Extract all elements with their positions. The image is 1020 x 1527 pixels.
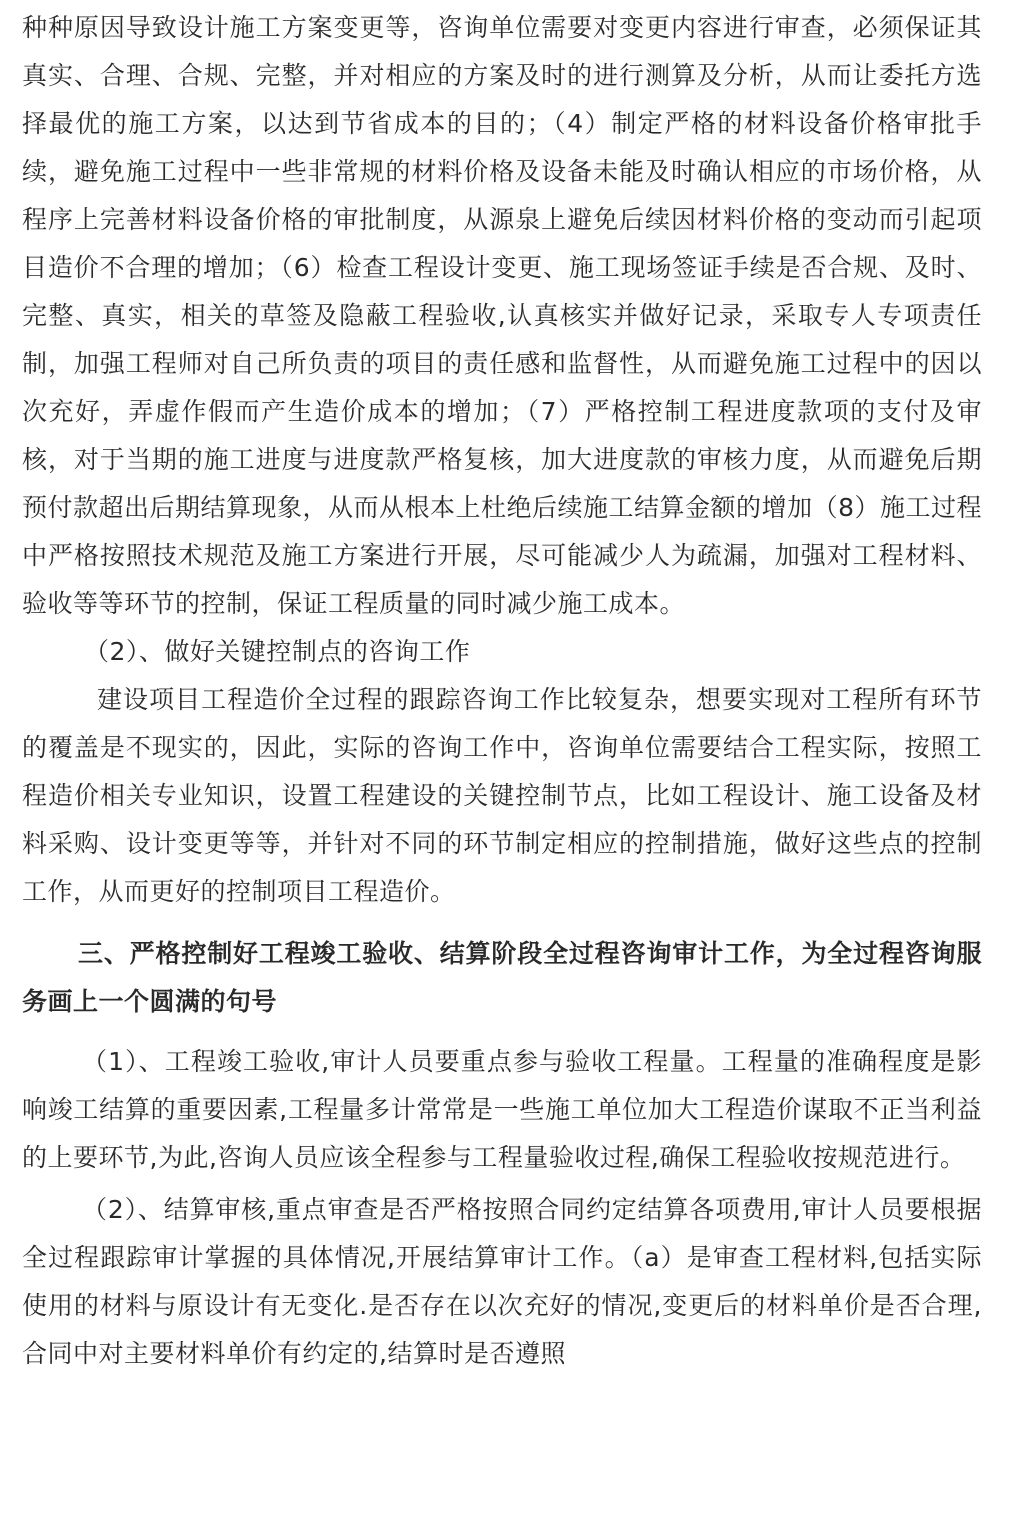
paragraph-completion-acceptance: （1）、工程竣工验收,审计人员要重点参与验收工程量。工程量的准确程度是影响竣工结算的重要因素,工程量多计常常是一些施工单位加大工程造价谋取不正当利益的上要环节,为此,咨询人员应该全程参与工程量验收过程,确保工程验收按规范进行。 (22, 1047, 982, 1172)
document-page (22, 0, 982, 1378)
section-heading-completion-acceptance: 三、严格控制好工程竣工验收、结算阶段全过程咨询审计工作，为全过程咨询服务画上一个圆满的句号 (22, 939, 982, 1016)
paragraph-key-control-points-body: 建设项目工程造价全过程的跟踪咨询工作比较复杂，想要实现对工程所有环节的覆盖是不现实的，因此，实际的咨询工作中，咨询单位需要结合工程实际，按照工程造价相关专业知识，设置工程建设的关键控制节点，比如工程设计、施工设备及材料采购、设计变更等等，并针对不同的环节制定相应的控制措施，做好这些点的控制工作，从而更好的控制项目工程造价。 (22, 685, 982, 906)
paragraph-settlement-review: （2）、结算审核,重点审查是否严格按照合同约定结算各项费用,审计人员要根据全过程跟踪审计掌握的具体情况,开展结算审计工作。（a）是审查工程材料,包括实际使用的材料与原设计有无变化.是否存在以次充好的情况,变更后的材料单价是否合理,合同中对主要材料单价有约定的,结算时是否遵照 (22, 1195, 982, 1368)
paragraph-cost-control-measures: 种种原因导致设计施工方案变更等，咨询单位需要对变更内容进行审查，必须保证其真实、合理、合规、完整，并对相应的方案及时的进行测算及分析，从而让委托方选择最优的施工方案，以达到节省成本的目的；（4）制定严格的材料设备价格审批手续，避免施工过程中一些非常规的材料价格及设备未能及时确认相应的市场价格，从程序上完善材料设备价格的审批制度，从源泉上避免后续因材料价格的变动而引起项目造价不合理的增加；（6）检查工程设计变更、施工现场签证手续是否合规、及时、完整、真实，相关的草签及隐蔽工程验收,认真核实并做好记录，采取专人专项责任制，加强工程师对自己所负责的项目的责任感和监督性，从而避免施工过程中的因以次充好，弄虚作假而产生造价成本的增加；（7）严格控制工程进度款项的支付及审核，对于当期的施工进度与进度款严格复核，加大进度款的审核力度，从而避免后期预付款超出后期结算现象，从而从根本上杜绝后续施工结算金额的增加（8）施工过程中严格按照技术规范及施工方案进行开展，尽可能减少人为疏漏，加强对工程材料、验收等等环节的控制，保证工程质量的同时减少施工成本。 (22, 13, 982, 618)
paragraph-key-control-points-title: （2）、做好关键控制点的咨询工作 (84, 637, 471, 666)
